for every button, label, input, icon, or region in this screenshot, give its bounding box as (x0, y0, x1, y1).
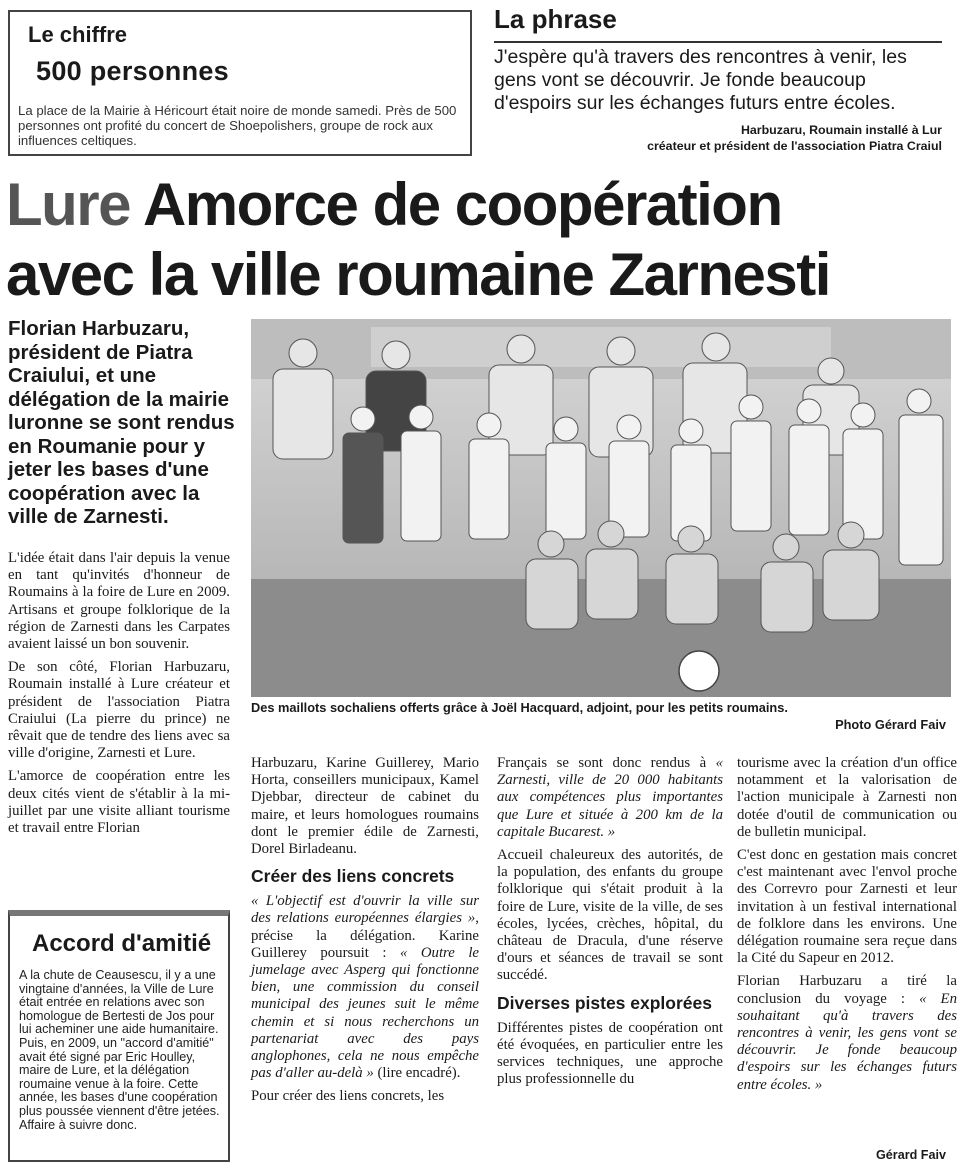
col2-text-2: (lire encadré). (373, 1065, 461, 1082)
team-photo-illustration (251, 319, 951, 697)
phrase-divider (494, 41, 942, 43)
col4-paragraph-1: tourisme avec la création d'un office notamment et la valorisation de l'action municipale à Zarnesti non dotée d'outil de communication ou de bulletin municipal. (737, 755, 957, 840)
photo-credit: Photo Gérard Faiv (835, 717, 946, 732)
accord-title: Accord d'amitié (32, 930, 212, 957)
col2-paragraph-2 (251, 893, 479, 1082)
photo-caption: Des maillots sochaliens offerts grâce à Joël Hacquard, adjoint, pour les petits roumains. (251, 700, 788, 715)
col4-paragraph-2: C'est donc en gestation mais concret c'est maintenant avec l'envol proche des Correvro pour Zarnesti et leur invitation à un festival international de folklore dans les environs. Une délégation roumaine sera reçue dans la Cité du Sapeur en 2012. (737, 847, 957, 967)
col4-text-1: Florian Harbuzaru a tiré la conclusion du voyage : (737, 973, 957, 1007)
article-column-4 (737, 755, 957, 1100)
col2-subheading: Créer des liens concrets (251, 866, 455, 887)
accord-text: A la chute de Ceausescu, il y a une vingtaine d'années, la Ville de Lure était entrée en relations avec son homologue de Bertesti de Jos pour lui acheminer une aide humanitaire. Puis, en 2009, un "accord d'amitié" avait été signé par Eric Houlley, maire de Lure, et la délégation roumaine venue à la foire. Cette année, les bases d'une coopération plus poussée viennent d'être jetées. Affaire à suivre donc. (19, 968, 220, 1132)
headline-line2: avec la ville roumaine Zarnesti (6, 241, 830, 308)
phrase-title: La phrase (494, 4, 617, 34)
article-column-3 (497, 755, 723, 1094)
col4-quote-1: « En souhaitant qu'à travers des rencontres à venir, les gens vont se découvrir. Je fonde beaucoup d'espoirs sur les échanges futurs entre écoles. » (737, 990, 957, 1093)
col2-quote-1: « L'objectif est d'ouvrir la ville sur des relations européennes élargies » (251, 893, 479, 927)
col1-paragraph-3: L'amorce de coopération entre les deux cités vient de s'établir à la mi-juillet par une visite alliant tourisme et travail entre Florian (8, 768, 230, 837)
col2-quote-2: « Outre le jumelage avec Asperg qui fonctionne bien, une commission du conseil municipal des jeunes suit le même chemin et si nous recherchons un partenariat avec des pays anglophones, cela ne nous empêche pas d'aller au-delà » (251, 944, 479, 1082)
chiffre-label: Le chiffre (28, 22, 128, 47)
phrase-author-line1: Harbuzaru, Roumain installé à Lur (740, 123, 942, 137)
col2-paragraph-1: Harbuzaru, Karine Guillerey, Mario Horta, conseillers municipaux, Kamel Djebbar, directeur de cabinet du maire, et leurs homologues roumains dont le premier édile de Zarnesti, Dorel Birladeanu. (251, 755, 479, 858)
headline-kicker: Lure (6, 171, 131, 238)
col3-paragraph-1 (497, 755, 723, 841)
col3-subheading: Diverses pistes explorées (497, 992, 712, 1013)
author-signature: Gérard Faiv (876, 1148, 946, 1162)
headline-line1-text: Amorce de coopération (130, 171, 782, 238)
col1-paragraph-1: L'idée était dans l'air depuis la venue en tant qu'invités d'honneur de Roumains à la foire de Lure en 2009. Artisans et groupe folklorique de la région de Zarnesti dans les Carpates avaient laissé un bon souvenir. (8, 550, 230, 653)
phrase-author-line2: créateur et président de l'association Piatra Craiul (647, 139, 942, 153)
article-photo (251, 319, 951, 697)
col2-paragraph-3: Pour créer des liens concrets, les (251, 1088, 445, 1105)
headline-line1 (6, 172, 956, 238)
article-column-1 (8, 550, 230, 843)
col3-text-1: Français se sont donc rendus à (497, 755, 716, 771)
col3-paragraph-3: Différentes pistes de coopération ont été évoquées, en particulier entre les services techniques, une approche plus professionnelle du (497, 1019, 723, 1088)
col4-paragraph-3 (737, 973, 957, 1093)
col2-text-1: , précise la délégation. Karine Guillerey poursuit : (251, 910, 479, 961)
chiffre-text: La place de la Mairie à Héricourt était noire de monde samedi. Près de 500 personnes ont profité du concert de Shoepolishers, groupe de rock aux influences celtiques. (18, 103, 457, 148)
chiffre-value: 500 personnes (36, 56, 229, 86)
article-lead: Florian Harbuzaru, président de Piatra Craiului, et une délégation de la mairie luronne se sont rendus en Roumanie pour y jeter les bases d'une coopération avec la ville de Zarnesti. (8, 317, 235, 528)
article-column-2 (251, 755, 479, 1112)
col3-quote-1: « Zarnesti, ville de 20 000 habitants aux compétences plus importantes que Lure et située à 200 km de la capitale Bucarest. » (497, 755, 723, 840)
col1-paragraph-2: De son côté, Florian Harbuzaru, Roumain installé à Lure créateur et président de l'association Piatra Craiului (La pierre du prince) ne rêvait que de tendre des liens avec sa ville d'origine, Zarnesti et Lure. (8, 659, 230, 762)
phrase-quote: J'espère qu'à travers des rencontres à venir, les gens vont se découvrir. Je fonde beaucoup d'espoirs sur les échanges futurs entre écoles. (494, 46, 907, 114)
col3-paragraph-2: Accueil chaleureux des autorités, de la population, des enfants du groupe folklorique qui s'était produit à la foire de Lure, visite de la ville, de ses écoles, lycées, crèches, hôpital, du château de Dracula, d'une réserve d'ours et séances de travail se sont succédé. (497, 847, 723, 984)
